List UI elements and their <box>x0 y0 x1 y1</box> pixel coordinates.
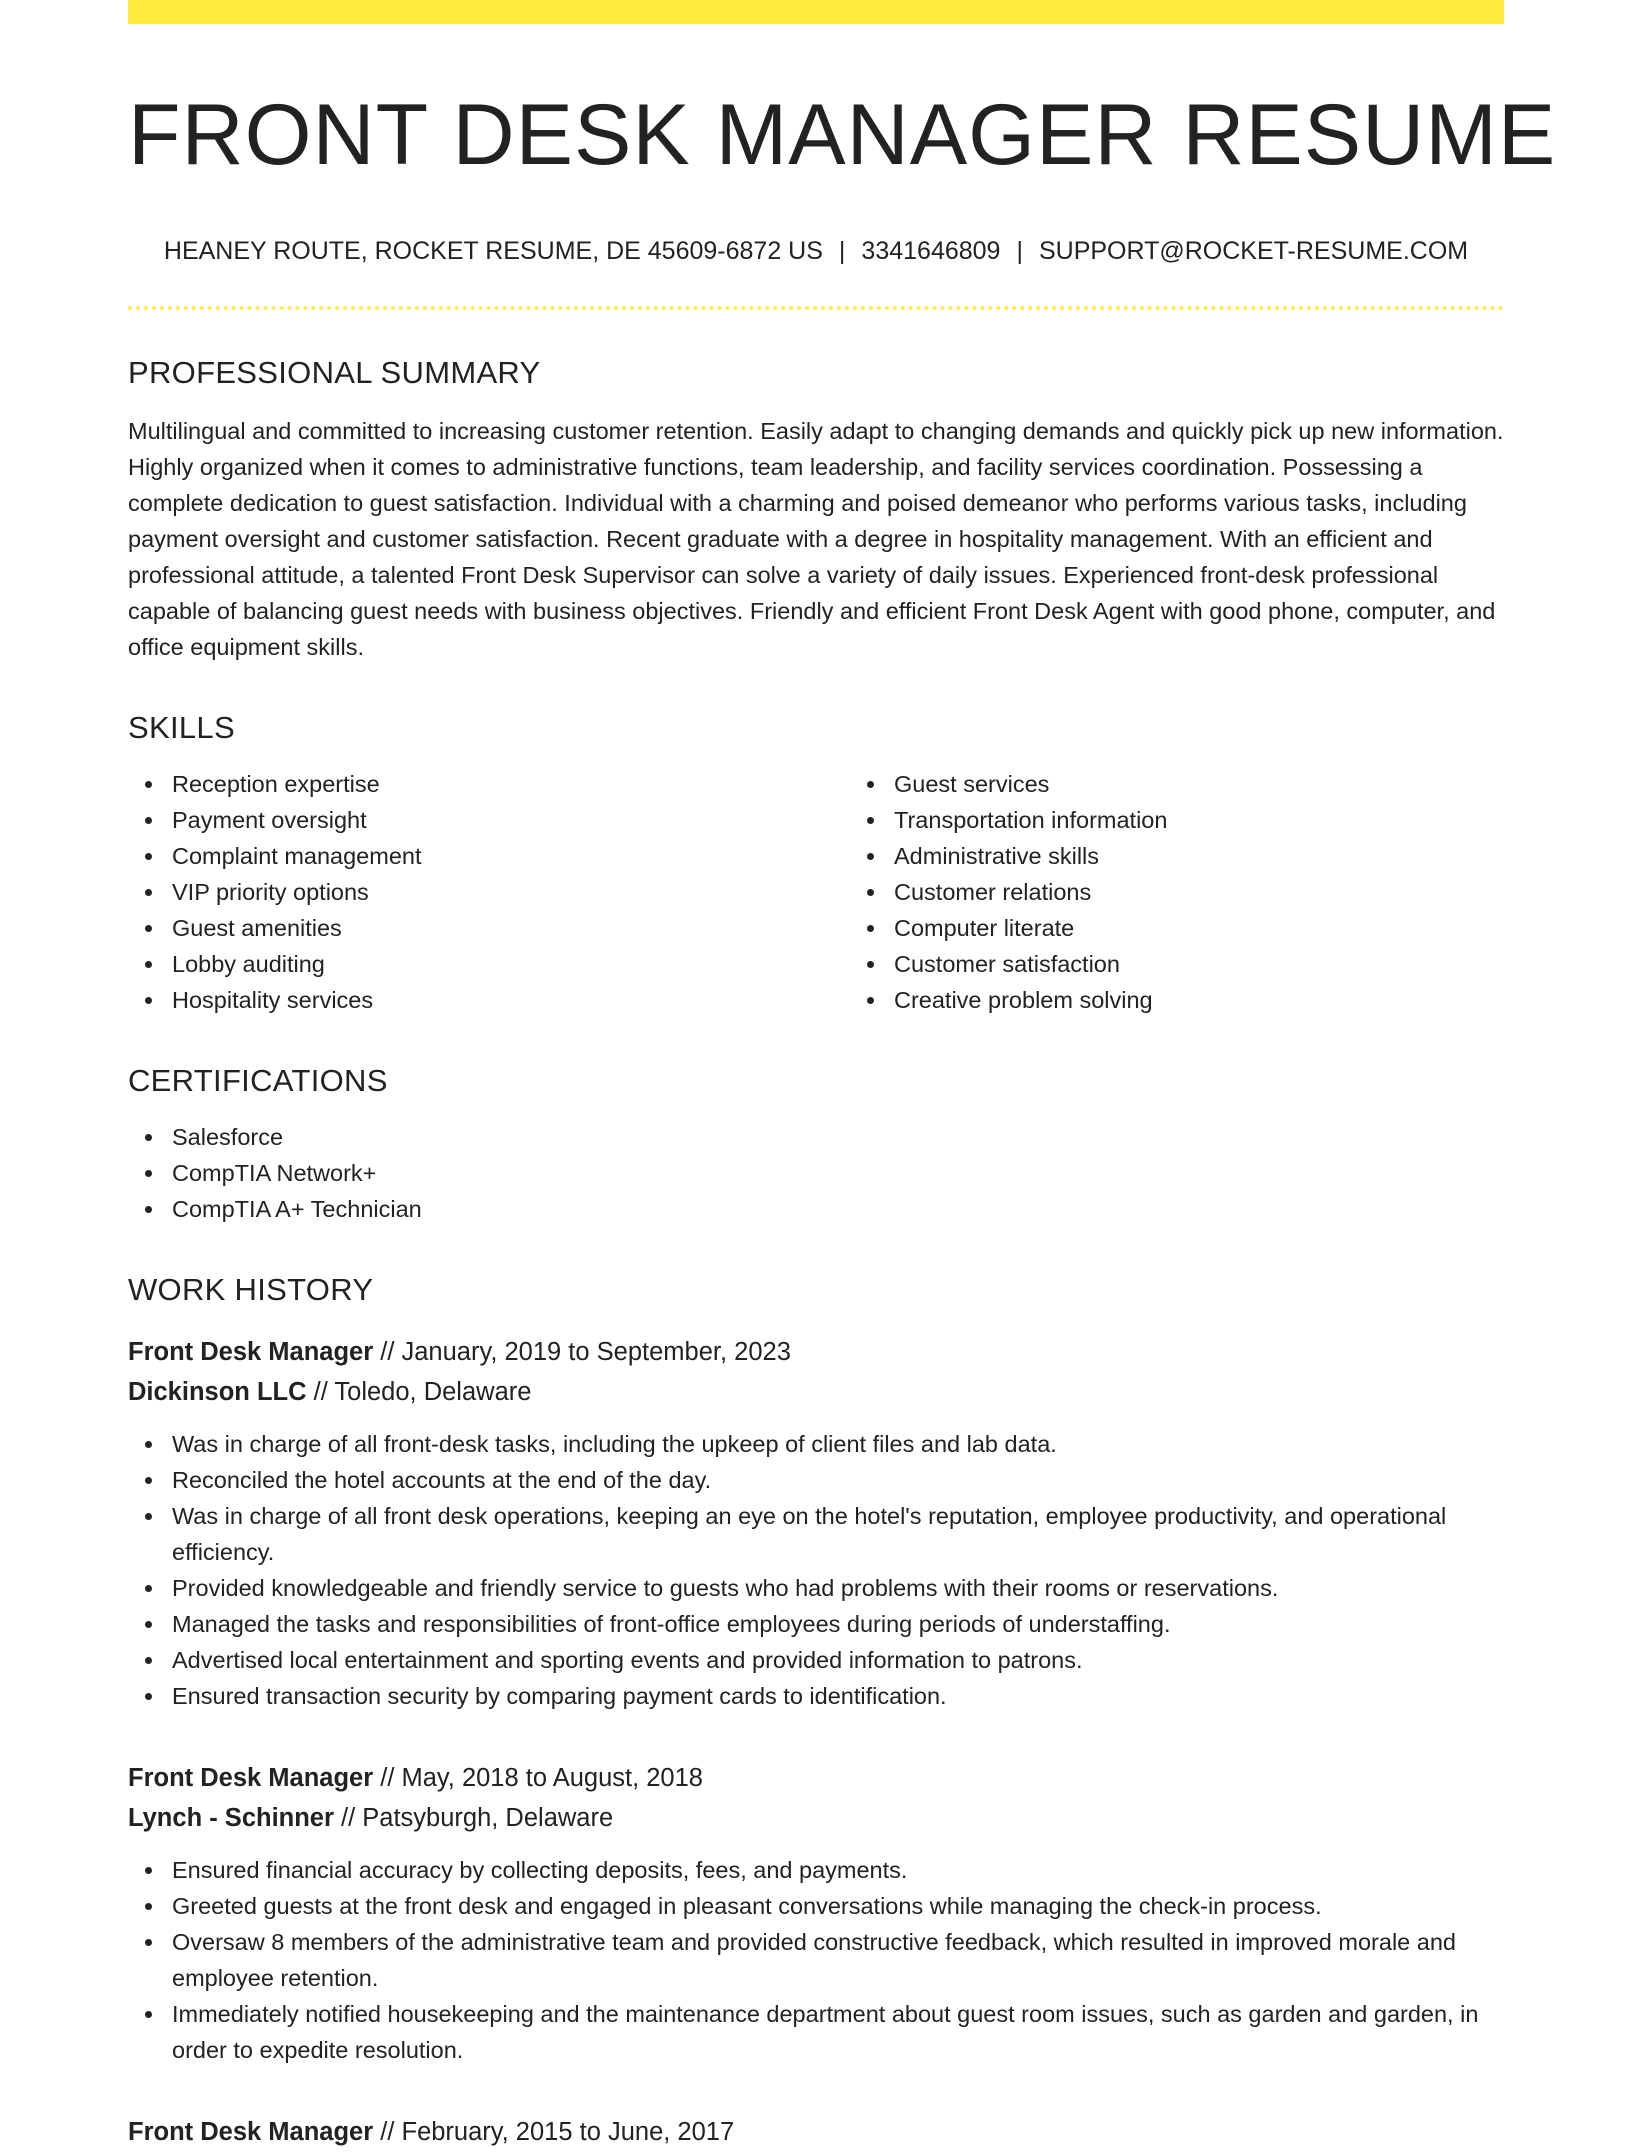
contact-separator: | <box>838 237 846 266</box>
summary-text: Multilingual and committed to increasing customer retention. Easily adapt to changing demands and quickly pick up new information. Highly organized when it comes to administrative functions, team leadership, and facility services coordination. Possessing a complete dedication to guest satisfaction. Individual with a charming and poised demeanor who performs various tasks, including payment oversight and customer satisfaction. Recent graduate with a degree in hospitality management. With an efficient and professional attitude, a talented Front Desk Supervisor can solve a variety of daily issues. Experienced front-desk professional capable of balancing guest needs with business objectives. Friendly and efficient Front Desk Agent with good phone, computer, and office equipment skills. <box>128 417 1504 660</box>
job-duties-list <box>128 1852 1504 2068</box>
job-duty: Was in charge of all front-desk tasks, including the upkeep of client files and lab data. <box>172 1426 1504 1462</box>
skills-section <box>128 709 1504 1018</box>
work-history-heading: WORK HISTORY <box>128 1272 374 1308</box>
certifications-list <box>128 1119 1504 1227</box>
job-duty: Was in charge of all front desk operations, keeping an eye on the hotel's reputation, employee productivity, and operational efficiency. <box>172 1498 1504 1570</box>
job-role-line <box>128 1332 1504 1372</box>
dotted-divider <box>128 306 1504 310</box>
job-duty: Ensured transaction security by comparing payment cards to identification. <box>172 1678 1504 1714</box>
job-company: Lynch - Schinner <box>128 1804 334 1833</box>
job-duty: Greeted guests at the front desk and engaged in pleasant conversations while managing the check-in process. <box>172 1888 1504 1924</box>
summary-heading: PROFESSIONAL SUMMARY <box>128 354 541 390</box>
job-duty: Advertised local entertainment and sporting events and provided information to patrons. <box>172 1642 1504 1678</box>
job-role: Front Desk Manager <box>128 2118 374 2147</box>
job-role-line <box>128 1758 1504 1798</box>
skills-grid <box>128 746 1504 1018</box>
job-duties-list <box>128 1426 1504 1714</box>
skills-heading: SKILLS <box>128 709 235 745</box>
contact-email: SUPPORT@ROCKET-RESUME.COM <box>1038 237 1469 266</box>
contact-line <box>128 235 1504 268</box>
job-duty: Immediately notified housekeeping and the maintenance department about guest room issues, such as garden and garden, in order to expedite resolution. <box>172 1996 1504 2068</box>
top-accent-bar <box>128 0 1504 24</box>
skill-item: Computer literate <box>894 910 1504 946</box>
job-duty: Ensured financial accuracy by collecting deposits, fees, and payments. <box>172 1852 1504 1888</box>
job-duty: Provided knowledgeable and friendly service to guests who had problems with their rooms or reservations. <box>172 1570 1504 1606</box>
job-location: // Toledo, Delaware <box>313 1378 532 1407</box>
certification-item: CompTIA Network+ <box>172 1155 1504 1191</box>
skill-item: Complaint management <box>172 838 850 874</box>
job-duty: Oversaw 8 members of the administrative team and provided constructive feedback, which resulted in improved morale and employee retention. <box>172 1924 1504 1996</box>
job-entry <box>128 2112 1504 2152</box>
work-history-section <box>128 1271 1504 2152</box>
job-entry <box>128 1758 1504 2068</box>
job-entry <box>128 1332 1504 1714</box>
job-role-line <box>128 2112 1504 2152</box>
skill-item: Reception expertise <box>172 766 850 802</box>
skills-list-right <box>850 766 1504 1018</box>
job-role: Front Desk Manager <box>128 1338 374 1367</box>
skill-item: Payment oversight <box>172 802 850 838</box>
certifications-heading: CERTIFICATIONS <box>128 1063 388 1099</box>
job-company: Dickinson LLC <box>128 1378 307 1407</box>
job-role: Front Desk Manager <box>128 1764 374 1793</box>
skill-item: Guest amenities <box>172 910 850 946</box>
skill-item: Guest services <box>894 766 1504 802</box>
certifications-section <box>128 1062 1504 1227</box>
skill-item: Customer relations <box>894 874 1504 910</box>
job-duty: Reconciled the hotel accounts at the end of the day. <box>172 1462 1504 1498</box>
resume-page <box>128 0 1557 2152</box>
skill-item: Creative problem solving <box>894 982 1504 1018</box>
job-dates: // February, 2015 to June, 2017 <box>380 2118 735 2147</box>
contact-address: HEANEY ROUTE, ROCKET RESUME, DE 45609-6872 US <box>163 237 823 266</box>
skills-list-left <box>128 766 850 1018</box>
job-dates: // January, 2019 to September, 2023 <box>380 1338 791 1367</box>
skill-item: Administrative skills <box>894 838 1504 874</box>
job-dates: // May, 2018 to August, 2018 <box>380 1764 703 1793</box>
summary-section <box>128 354 1504 665</box>
skill-item: Transportation information <box>894 802 1504 838</box>
job-location: // Patsyburgh, Delaware <box>341 1804 614 1833</box>
contact-separator: | <box>1016 237 1023 266</box>
job-duty: Managed the tasks and responsibilities of front-office employees during periods of understaffing. <box>172 1606 1504 1642</box>
job-company-line <box>128 1798 1504 1838</box>
skill-item: Hospitality services <box>172 982 850 1018</box>
certification-item: Salesforce <box>172 1119 1504 1155</box>
job-company-line <box>128 1372 1504 1412</box>
skill-item: VIP priority options <box>172 874 850 910</box>
resume-title: FRONT DESK MANAGER RESUME <box>128 87 1557 183</box>
skill-item: Lobby auditing <box>172 946 850 982</box>
skill-item: Customer satisfaction <box>894 946 1504 982</box>
contact-phone: 3341646809 <box>861 237 1001 266</box>
certification-item: CompTIA A+ Technician <box>172 1191 1504 1227</box>
